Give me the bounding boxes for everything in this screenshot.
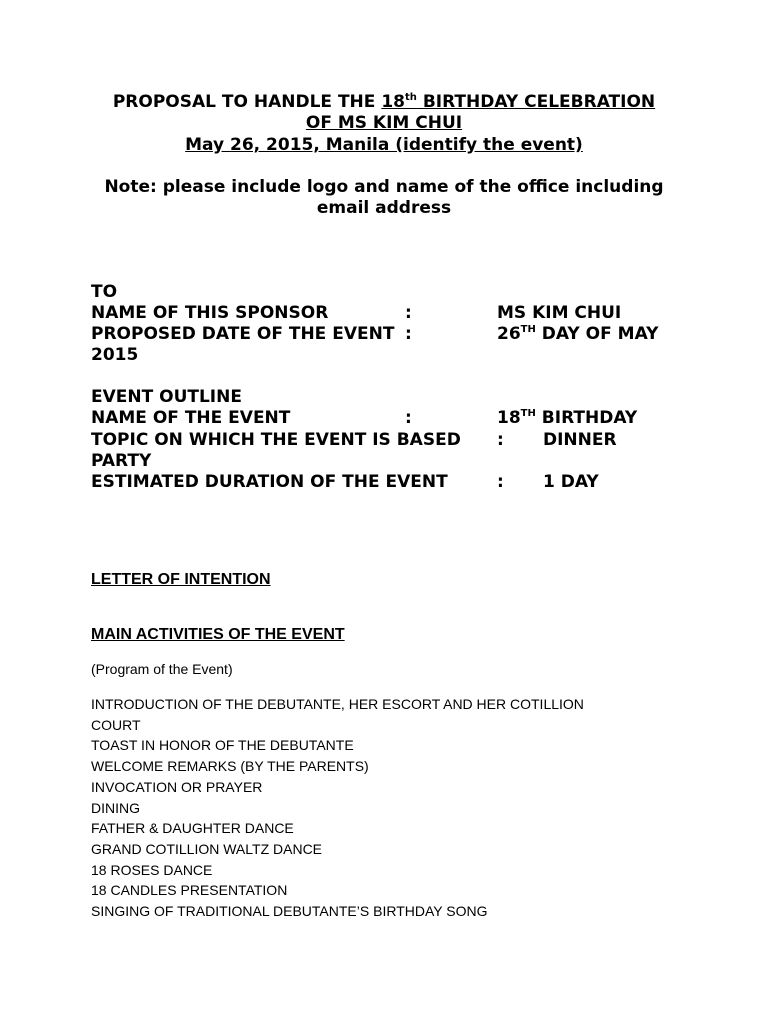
list-item: GRAND COTILLION WALTZ DANCE <box>91 840 323 857</box>
duration-label: ESTIMATED DURATION OF THE EVENT <box>91 472 448 492</box>
activities-subheading: (Program of the Event) <box>91 661 233 677</box>
topic-colon: : <box>497 430 504 450</box>
event-name-text: BIRTHDAY <box>535 408 638 428</box>
list-item: INTRODUCTION OF THE DEBUTANTE, HER ESCORT AND HER COTILLION <box>91 696 584 712</box>
date-colon: : <box>405 324 412 344</box>
event-name-value <box>497 408 637 428</box>
title-number: 18 <box>381 92 405 112</box>
list-item: TOAST IN HONOR OF THE DEBUTANTE <box>91 737 354 754</box>
event-name-label: NAME OF THE EVENT <box>91 408 291 428</box>
title-text: PROPOSAL TO HANDLE THE <box>112 92 382 112</box>
date-value-wrap: 2015 <box>91 345 139 365</box>
date-label: PROPOSED DATE OF THE EVENT <box>91 324 395 344</box>
list-item: COURT <box>91 716 141 733</box>
to-label: TO <box>91 282 118 302</box>
title-text-end: BIRTHDAY CELEBRATION <box>416 92 656 112</box>
title-line-1 <box>0 92 768 112</box>
sponsor-value: MS KIM CHUI <box>497 303 622 323</box>
note-line-2: email address <box>316 198 452 218</box>
date-value-text: DAY OF MAY <box>535 324 659 344</box>
duration-colon: : <box>497 472 504 492</box>
duration-value: 1 DAY <box>543 472 599 492</box>
outline-heading: EVENT OUTLINE <box>91 387 242 407</box>
list-item: 18 ROSES DANCE <box>91 861 213 878</box>
title-line-2: OF MS KIM CHUI <box>305 113 463 133</box>
topic-value: DINNER <box>543 430 617 450</box>
list-item: WELCOME REMARKS (BY THE PARENTS) <box>91 758 369 775</box>
date-value <box>497 324 658 344</box>
list-item: DINING <box>91 799 140 816</box>
sponsor-label: NAME OF THIS SPONSOR <box>91 303 329 323</box>
activities-heading: MAIN ACTIVITIES OF THE EVENT <box>91 626 345 643</box>
event-date-line: May 26, 2015, Manila (identify the event) <box>185 135 583 155</box>
activities-list <box>91 694 584 922</box>
list-item: SINGING OF TRADITIONAL DEBUTANTE’S BIRTHDAY SONG <box>91 903 488 920</box>
date-value-number: 26 <box>497 324 521 344</box>
note-line-1: Note: please include logo and name of the office including <box>104 177 664 197</box>
title-underlined <box>381 92 655 112</box>
letter-heading: LETTER OF INTENTION <box>91 571 271 588</box>
sponsor-colon: : <box>405 303 412 323</box>
event-name-colon: : <box>405 408 412 428</box>
list-item: FATHER & DAUGHTER DANCE <box>91 820 294 837</box>
date-value-superscript: TH <box>520 324 536 335</box>
list-item: INVOCATION OR PRAYER <box>91 778 263 795</box>
topic-value-wrap: PARTY <box>91 451 152 471</box>
event-name-superscript: TH <box>520 408 536 419</box>
topic-label: TOPIC ON WHICH THE EVENT IS BASED <box>91 430 461 450</box>
event-name-number: 18 <box>497 408 521 428</box>
title-superscript: th <box>405 92 417 103</box>
list-item: 18 CANDLES PRESENTATION <box>91 882 288 899</box>
